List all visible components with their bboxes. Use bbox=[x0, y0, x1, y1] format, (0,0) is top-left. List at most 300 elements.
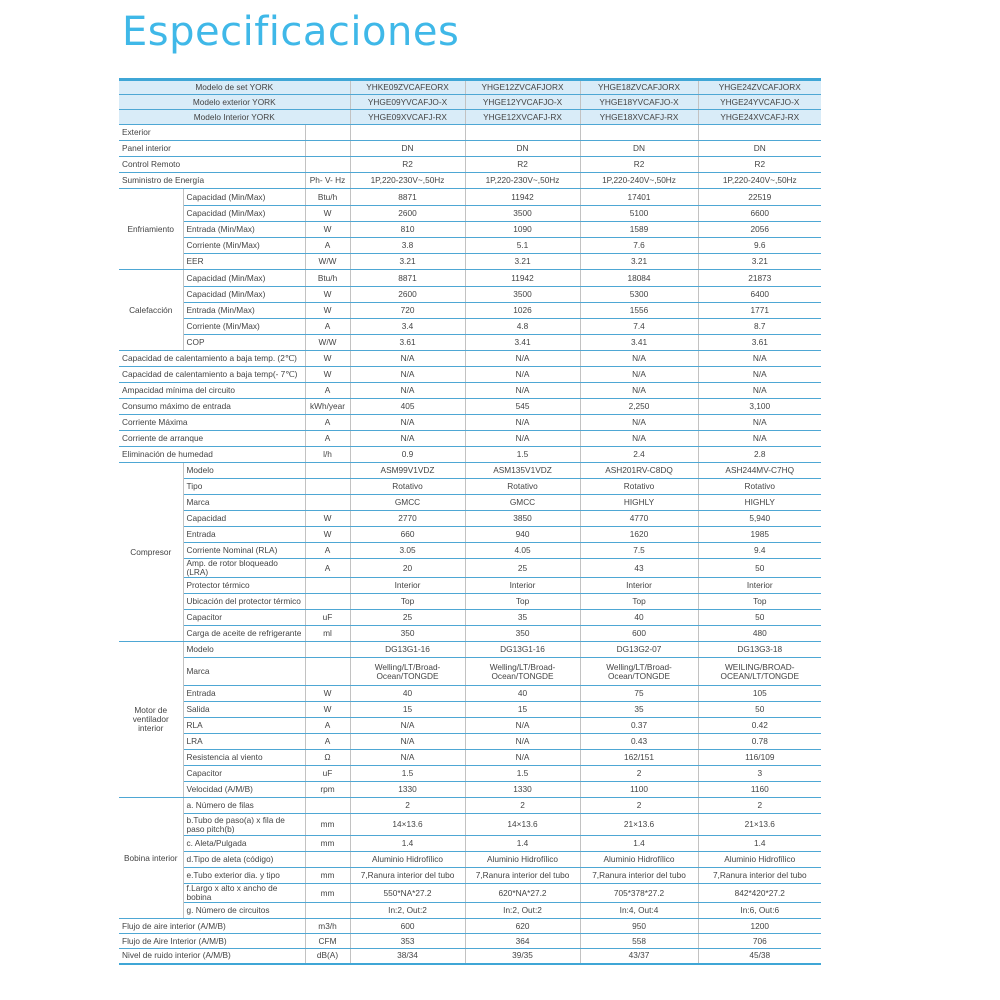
spec-value: 1P,220-230V~,50Hz bbox=[350, 173, 465, 189]
spec-value: 25 bbox=[350, 610, 465, 626]
spec-unit: W bbox=[305, 222, 350, 238]
spec-unit: m3/h bbox=[305, 919, 350, 934]
spec-value: 50 bbox=[698, 702, 821, 718]
spec-value: 3.21 bbox=[580, 254, 698, 270]
spec-value: 7.4 bbox=[580, 319, 698, 335]
spec-value: HIGHLY bbox=[580, 495, 698, 511]
spec-value: 1330 bbox=[465, 782, 580, 798]
spec-row bbox=[119, 238, 821, 254]
spec-value bbox=[350, 125, 465, 141]
spec-value bbox=[580, 125, 698, 141]
spec-value: 7.6 bbox=[580, 238, 698, 254]
spec-row bbox=[119, 852, 821, 868]
spec-value: 4.8 bbox=[465, 319, 580, 335]
spec-value: 810 bbox=[350, 222, 465, 238]
spec-row bbox=[119, 884, 821, 903]
spec-value: 7,Ranura interior del tubo bbox=[350, 868, 465, 884]
spec-value: N/A bbox=[698, 367, 821, 383]
spec-unit: W bbox=[305, 303, 350, 319]
spec-value: 600 bbox=[350, 919, 465, 934]
spec-value: 5100 bbox=[580, 206, 698, 222]
spec-row bbox=[119, 254, 821, 270]
spec-label: g. Número de circuitos bbox=[183, 903, 305, 919]
spec-value: N/A bbox=[350, 718, 465, 734]
spec-value: 5.1 bbox=[465, 238, 580, 254]
spec-row bbox=[119, 919, 821, 934]
spec-value: YHGE12ZVCAFJORX bbox=[465, 80, 580, 95]
spec-value: 3500 bbox=[465, 206, 580, 222]
spec-value: 2056 bbox=[698, 222, 821, 238]
spec-value: ASH244MV-C7HQ bbox=[698, 463, 821, 479]
spec-row bbox=[119, 399, 821, 415]
spec-label: Corriente Máxima bbox=[119, 415, 305, 431]
spec-label: c. Aleta/Pulgada bbox=[183, 836, 305, 852]
spec-value: 3850 bbox=[465, 511, 580, 527]
spec-value: 940 bbox=[465, 527, 580, 543]
spec-row bbox=[119, 934, 821, 949]
spec-value: 1.4 bbox=[350, 836, 465, 852]
spec-unit: rpm bbox=[305, 782, 350, 798]
spec-value: 1771 bbox=[698, 303, 821, 319]
spec-value: 3.41 bbox=[580, 335, 698, 351]
group-label: Bobina interior bbox=[119, 798, 183, 919]
spec-value: 2600 bbox=[350, 206, 465, 222]
spec-value: YHGE24ZVCAFJORX bbox=[698, 80, 821, 95]
spec-unit: dB(A) bbox=[305, 949, 350, 964]
spec-value: DG13G2-07 bbox=[580, 642, 698, 658]
spec-unit: A bbox=[305, 431, 350, 447]
spec-label: Corriente de arranque bbox=[119, 431, 305, 447]
spec-row bbox=[119, 383, 821, 399]
spec-value: HIGHLY bbox=[698, 495, 821, 511]
specifications-table bbox=[119, 78, 821, 965]
spec-value: 18084 bbox=[580, 270, 698, 287]
spec-value: 600 bbox=[580, 626, 698, 642]
spec-label: Exterior bbox=[119, 125, 305, 141]
spec-unit bbox=[305, 495, 350, 511]
spec-value: Aluminio Hidrofílico bbox=[580, 852, 698, 868]
spec-value: 39/35 bbox=[465, 949, 580, 964]
spec-value: Top bbox=[350, 594, 465, 610]
spec-value: 15 bbox=[465, 702, 580, 718]
spec-unit: ml bbox=[305, 626, 350, 642]
spec-value: N/A bbox=[350, 415, 465, 431]
spec-value: 40 bbox=[465, 686, 580, 702]
spec-value: 3.21 bbox=[698, 254, 821, 270]
spec-value: 14×13.6 bbox=[465, 814, 580, 836]
spec-value: 7,Ranura interior del tubo bbox=[465, 868, 580, 884]
spec-row bbox=[119, 141, 821, 157]
model-label: Modelo de set YORK bbox=[119, 80, 350, 95]
spec-value: 40 bbox=[580, 610, 698, 626]
spec-unit: W bbox=[305, 686, 350, 702]
spec-value: 1P,220-240V~,50Hz bbox=[580, 173, 698, 189]
spec-value: 3.05 bbox=[350, 543, 465, 559]
spec-label: Modelo bbox=[183, 642, 305, 658]
spec-value: N/A bbox=[465, 383, 580, 399]
spec-value: Top bbox=[698, 594, 821, 610]
spec-unit: mm bbox=[305, 836, 350, 852]
spec-value: 162/151 bbox=[580, 750, 698, 766]
spec-row bbox=[119, 642, 821, 658]
spec-label: Entrada (Min/Max) bbox=[183, 222, 305, 238]
spec-value: YHGE18ZVCAFJORX bbox=[580, 80, 698, 95]
spec-value: 7.5 bbox=[580, 543, 698, 559]
spec-value: 3.41 bbox=[465, 335, 580, 351]
spec-value: N/A bbox=[580, 351, 698, 367]
spec-value: 842*420*27.2 bbox=[698, 884, 821, 903]
spec-value: 43 bbox=[580, 559, 698, 578]
spec-label: Capacidad de calentamiento a baja temp(- 7℃) bbox=[119, 367, 305, 383]
spec-unit: A bbox=[305, 238, 350, 254]
spec-value: 11942 bbox=[465, 189, 580, 206]
spec-value: N/A bbox=[350, 734, 465, 750]
spec-value: 550*NA*27.2 bbox=[350, 884, 465, 903]
spec-value: DN bbox=[350, 141, 465, 157]
spec-value: 9.6 bbox=[698, 238, 821, 254]
spec-value: N/A bbox=[580, 383, 698, 399]
spec-value: N/A bbox=[465, 734, 580, 750]
spec-value: 5,940 bbox=[698, 511, 821, 527]
spec-value: 620 bbox=[465, 919, 580, 934]
spec-value: 8871 bbox=[350, 270, 465, 287]
spec-unit: mm bbox=[305, 868, 350, 884]
spec-row bbox=[119, 718, 821, 734]
spec-unit: mm bbox=[305, 884, 350, 903]
spec-value: N/A bbox=[465, 718, 580, 734]
spec-value: GMCC bbox=[465, 495, 580, 511]
spec-label: Capacidad (Min/Max) bbox=[183, 189, 305, 206]
spec-value: 116/109 bbox=[698, 750, 821, 766]
spec-value: 15 bbox=[350, 702, 465, 718]
spec-label: Capacitor bbox=[183, 766, 305, 782]
spec-value: 0.78 bbox=[698, 734, 821, 750]
spec-unit: W/W bbox=[305, 335, 350, 351]
model-label: Modelo exterior YORK bbox=[119, 95, 350, 110]
spec-label: Capacidad (Min/Max) bbox=[183, 206, 305, 222]
spec-row bbox=[119, 734, 821, 750]
spec-value: 405 bbox=[350, 399, 465, 415]
spec-value: Welling/LT/Broad-Ocean/TONGDE bbox=[465, 658, 580, 686]
spec-value: YHGE09XVCAFJ-RX bbox=[350, 110, 465, 125]
spec-value: N/A bbox=[580, 415, 698, 431]
spec-row bbox=[119, 270, 821, 287]
spec-unit: A bbox=[305, 543, 350, 559]
spec-value: 1.4 bbox=[465, 836, 580, 852]
spec-row bbox=[119, 415, 821, 431]
spec-value: 14×13.6 bbox=[350, 814, 465, 836]
spec-value: 0.43 bbox=[580, 734, 698, 750]
spec-value: 7,Ranura interior del tubo bbox=[580, 868, 698, 884]
spec-row bbox=[119, 206, 821, 222]
group-label: Motor de ventilador interior bbox=[119, 642, 183, 798]
spec-value: 3.4 bbox=[350, 319, 465, 335]
spec-value: 21×13.6 bbox=[580, 814, 698, 836]
spec-value: GMCC bbox=[350, 495, 465, 511]
spec-label: Corriente Nominal (RLA) bbox=[183, 543, 305, 559]
spec-label: Velocidad (A/M/B) bbox=[183, 782, 305, 798]
spec-unit: W bbox=[305, 287, 350, 303]
spec-row bbox=[119, 95, 821, 110]
spec-value: 22519 bbox=[698, 189, 821, 206]
spec-row bbox=[119, 836, 821, 852]
group-label: Enfriamiento bbox=[119, 189, 183, 270]
spec-value: N/A bbox=[580, 367, 698, 383]
spec-label: Control Remoto bbox=[119, 157, 305, 173]
spec-value: 1P,220-240V~,50Hz bbox=[698, 173, 821, 189]
spec-value: Aluminio Hidrofílico bbox=[350, 852, 465, 868]
spec-value: 0.37 bbox=[580, 718, 698, 734]
spec-row bbox=[119, 511, 821, 527]
spec-row bbox=[119, 125, 821, 141]
spec-value: 0.9 bbox=[350, 447, 465, 463]
spec-value: R2 bbox=[350, 157, 465, 173]
spec-value: Rotativo bbox=[580, 479, 698, 495]
spec-label: Corriente (Min/Max) bbox=[183, 319, 305, 335]
spec-unit: A bbox=[305, 383, 350, 399]
spec-label: RLA bbox=[183, 718, 305, 734]
spec-label: Entrada bbox=[183, 527, 305, 543]
spec-value: 8.7 bbox=[698, 319, 821, 335]
spec-value: 2600 bbox=[350, 287, 465, 303]
spec-label: Protector térmico bbox=[183, 578, 305, 594]
spec-value: N/A bbox=[350, 431, 465, 447]
spec-value: N/A bbox=[698, 383, 821, 399]
spec-value: 0.42 bbox=[698, 718, 821, 734]
spec-unit: W bbox=[305, 206, 350, 222]
spec-row bbox=[119, 157, 821, 173]
spec-value: YHGE12XVCAFJ-RX bbox=[465, 110, 580, 125]
spec-unit: W bbox=[305, 511, 350, 527]
spec-row bbox=[119, 949, 821, 964]
spec-label: Tipo bbox=[183, 479, 305, 495]
spec-unit: A bbox=[305, 734, 350, 750]
spec-unit bbox=[305, 141, 350, 157]
spec-unit bbox=[305, 157, 350, 173]
spec-value: R2 bbox=[465, 157, 580, 173]
spec-value: 3500 bbox=[465, 287, 580, 303]
spec-unit: W bbox=[305, 367, 350, 383]
spec-value: 1330 bbox=[350, 782, 465, 798]
spec-value: YHGE09YVCAFJO-X bbox=[350, 95, 465, 110]
group-label: Calefacción bbox=[119, 270, 183, 351]
spec-value: N/A bbox=[350, 367, 465, 383]
spec-value: 2 bbox=[580, 766, 698, 782]
spec-value: DN bbox=[465, 141, 580, 157]
spec-row bbox=[119, 495, 821, 511]
spec-value: 11942 bbox=[465, 270, 580, 287]
spec-value: N/A bbox=[698, 351, 821, 367]
spec-unit bbox=[305, 479, 350, 495]
spec-row bbox=[119, 686, 821, 702]
spec-unit bbox=[305, 658, 350, 686]
spec-value: 3.61 bbox=[698, 335, 821, 351]
spec-value: Top bbox=[580, 594, 698, 610]
spec-unit: mm bbox=[305, 814, 350, 836]
spec-row bbox=[119, 367, 821, 383]
spec-value: 2.4 bbox=[580, 447, 698, 463]
spec-unit: A bbox=[305, 415, 350, 431]
spec-row bbox=[119, 798, 821, 814]
spec-row bbox=[119, 543, 821, 559]
spec-value: 1556 bbox=[580, 303, 698, 319]
spec-value: 480 bbox=[698, 626, 821, 642]
spec-value: 35 bbox=[580, 702, 698, 718]
spec-unit bbox=[305, 903, 350, 919]
spec-unit: W/W bbox=[305, 254, 350, 270]
spec-row bbox=[119, 766, 821, 782]
spec-value: N/A bbox=[465, 431, 580, 447]
spec-label: d.Tipo de aleta (código) bbox=[183, 852, 305, 868]
spec-value: 705*378*27.2 bbox=[580, 884, 698, 903]
spec-label: Capacidad de calentamiento a baja temp. (2℃) bbox=[119, 351, 305, 367]
spec-row bbox=[119, 463, 821, 479]
spec-label: Marca bbox=[183, 495, 305, 511]
spec-label: Ampacidad mínima del circuito bbox=[119, 383, 305, 399]
spec-value: 3 bbox=[698, 766, 821, 782]
spec-value: 3,100 bbox=[698, 399, 821, 415]
spec-label: Capacidad bbox=[183, 511, 305, 527]
spec-value: 1.4 bbox=[698, 836, 821, 852]
spec-value: YHGE24YVCAFJO-X bbox=[698, 95, 821, 110]
spec-unit bbox=[305, 852, 350, 868]
spec-row bbox=[119, 80, 821, 95]
spec-value: Rotativo bbox=[698, 479, 821, 495]
spec-value: ASH201RV-C8DQ bbox=[580, 463, 698, 479]
spec-unit: W bbox=[305, 351, 350, 367]
spec-value: N/A bbox=[350, 750, 465, 766]
page-title: Especificaciones bbox=[122, 9, 460, 55]
spec-unit: A bbox=[305, 319, 350, 335]
spec-value: DN bbox=[698, 141, 821, 157]
spec-row bbox=[119, 527, 821, 543]
spec-unit: l/h bbox=[305, 447, 350, 463]
spec-value: 620*NA*27.2 bbox=[465, 884, 580, 903]
spec-row bbox=[119, 750, 821, 766]
spec-value: In:2, Out:2 bbox=[465, 903, 580, 919]
spec-value: 2 bbox=[698, 798, 821, 814]
spec-value: 2 bbox=[350, 798, 465, 814]
spec-value: 105 bbox=[698, 686, 821, 702]
spec-label: a. Número de filas bbox=[183, 798, 305, 814]
spec-value: 3.61 bbox=[350, 335, 465, 351]
spec-value: 1026 bbox=[465, 303, 580, 319]
spec-value: ASM99V1VDZ bbox=[350, 463, 465, 479]
spec-unit bbox=[305, 594, 350, 610]
spec-row bbox=[119, 814, 821, 836]
spec-label: Ubicación del protector térmico bbox=[183, 594, 305, 610]
spec-value: 25 bbox=[465, 559, 580, 578]
spec-label: LRA bbox=[183, 734, 305, 750]
spec-unit bbox=[305, 125, 350, 141]
spec-row bbox=[119, 110, 821, 125]
spec-value: In:2, Out:2 bbox=[350, 903, 465, 919]
spec-value: 350 bbox=[465, 626, 580, 642]
spec-unit: W bbox=[305, 702, 350, 718]
spec-value: 1P,220-230V~,50Hz bbox=[465, 173, 580, 189]
spec-value: 545 bbox=[465, 399, 580, 415]
spec-unit bbox=[305, 578, 350, 594]
spec-value: Interior bbox=[465, 578, 580, 594]
spec-row bbox=[119, 303, 821, 319]
spec-value: 43/37 bbox=[580, 949, 698, 964]
spec-row bbox=[119, 479, 821, 495]
spec-value: 1.4 bbox=[580, 836, 698, 852]
spec-value: Welling/LT/Broad-Ocean/TONGDE bbox=[580, 658, 698, 686]
spec-value: ASM135V1VDZ bbox=[465, 463, 580, 479]
spec-value: 35 bbox=[465, 610, 580, 626]
spec-value: Welling/LT/Broad-Ocean/TONGDE bbox=[350, 658, 465, 686]
spec-label: Nivel de ruido interior (A/M/B) bbox=[119, 949, 305, 964]
spec-value: 20 bbox=[350, 559, 465, 578]
spec-value: DG13G1-16 bbox=[350, 642, 465, 658]
spec-value: N/A bbox=[698, 415, 821, 431]
spec-value: Aluminio Hidrofílico bbox=[465, 852, 580, 868]
spec-value: 7,Ranura interior del tubo bbox=[698, 868, 821, 884]
spec-label: Resistencia al viento bbox=[183, 750, 305, 766]
spec-value: 1200 bbox=[698, 919, 821, 934]
spec-value bbox=[698, 125, 821, 141]
spec-value: 950 bbox=[580, 919, 698, 934]
spec-value: 1.5 bbox=[465, 766, 580, 782]
spec-value: 9.4 bbox=[698, 543, 821, 559]
spec-value: DG13G3-18 bbox=[698, 642, 821, 658]
spec-label: f.Largo x alto x ancho de bobina bbox=[183, 884, 305, 903]
spec-value: 2 bbox=[580, 798, 698, 814]
spec-value: 4.05 bbox=[465, 543, 580, 559]
spec-value: 1985 bbox=[698, 527, 821, 543]
spec-value: 660 bbox=[350, 527, 465, 543]
spec-label: b.Tubo de paso(a) x fila de paso pitch(b) bbox=[183, 814, 305, 836]
spec-label: EER bbox=[183, 254, 305, 270]
spec-unit: W bbox=[305, 527, 350, 543]
spec-unit bbox=[305, 798, 350, 814]
spec-value: 21873 bbox=[698, 270, 821, 287]
spec-row bbox=[119, 903, 821, 919]
spec-unit: CFM bbox=[305, 934, 350, 949]
spec-value: 75 bbox=[580, 686, 698, 702]
spec-unit bbox=[305, 463, 350, 479]
spec-value: 1620 bbox=[580, 527, 698, 543]
spec-value: 1.5 bbox=[465, 447, 580, 463]
spec-value: 2,250 bbox=[580, 399, 698, 415]
spec-value: 3.8 bbox=[350, 238, 465, 254]
spec-row bbox=[119, 173, 821, 189]
spec-value: 1090 bbox=[465, 222, 580, 238]
spec-value: N/A bbox=[580, 431, 698, 447]
spec-label: COP bbox=[183, 335, 305, 351]
model-label: Modelo Interior YORK bbox=[119, 110, 350, 125]
spec-row bbox=[119, 610, 821, 626]
spec-value: DN bbox=[580, 141, 698, 157]
spec-label: Capacidad (Min/Max) bbox=[183, 287, 305, 303]
spec-row bbox=[119, 319, 821, 335]
spec-row bbox=[119, 189, 821, 206]
spec-label: Capacitor bbox=[183, 610, 305, 626]
spec-value: Interior bbox=[350, 578, 465, 594]
spec-row bbox=[119, 351, 821, 367]
spec-value: 8871 bbox=[350, 189, 465, 206]
spec-value: 1100 bbox=[580, 782, 698, 798]
spec-value: R2 bbox=[698, 157, 821, 173]
spec-unit: A bbox=[305, 559, 350, 578]
spec-label: Marca bbox=[183, 658, 305, 686]
spec-label: Capacidad (Min/Max) bbox=[183, 270, 305, 287]
spec-value: 3.21 bbox=[465, 254, 580, 270]
spec-value: 4770 bbox=[580, 511, 698, 527]
spec-unit: Btu/h bbox=[305, 270, 350, 287]
spec-value: 38/34 bbox=[350, 949, 465, 964]
